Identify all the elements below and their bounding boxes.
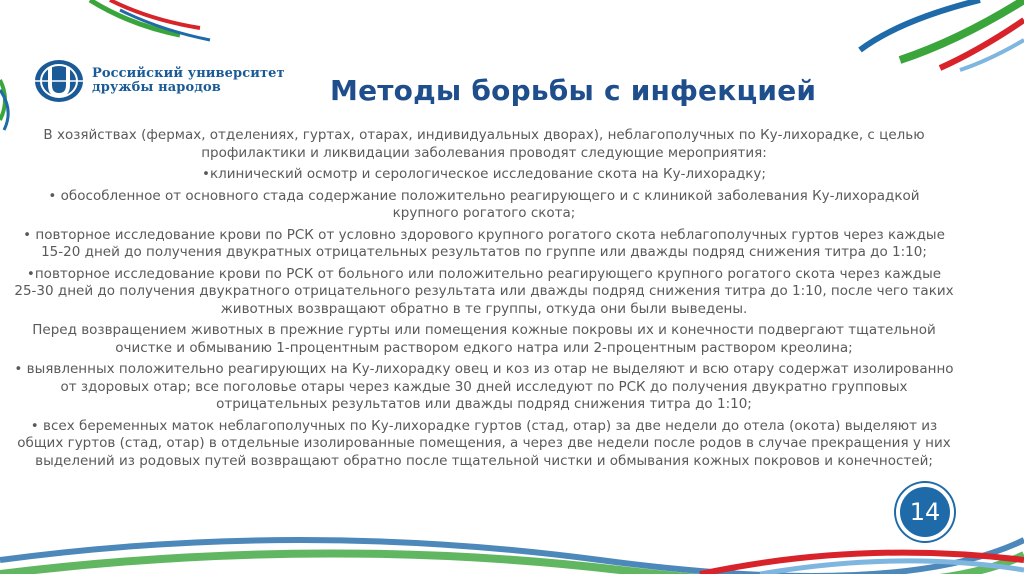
bullet-item: •повторное исследование крови по РСК от больного или положительно реагирующего крупного рогатого скота через каждые 25-30 дней до получения двукратного отрицательного результата или дважды подряд снижения титра до 1:10, после чего таких животных возвращают обратно в те группы, откуда они были выведены.: [14, 265, 954, 317]
globe-emblem-icon: [32, 57, 86, 105]
slide-body: [14, 127, 954, 474]
bullet-item: • всех беременных маток неблагополучных по Ку-лихорадке гуртов (стад, отар) за две недели до отела (окота) выделяют из общих гуртов (стад, отар) в отдельные изолированные помещения, а через две недели после родов в случае прекращения у них выделений из родовых путей возвращают обратно после тщательной чистки и обмывания кожных покровов и конечностей;: [17, 417, 951, 469]
logo-line-2: дружбы народов: [92, 80, 221, 95]
university-logo: [32, 56, 302, 106]
page-number-badge: 14: [896, 483, 954, 541]
slide-title: Методы борьбы с инфекцией: [330, 74, 817, 107]
left-stripes: [0, 80, 8, 130]
logo-line-1: Российский университет: [92, 66, 285, 81]
paragraph: Перед возвращением животных в прежние гурты или помещения кожные покровы их и конечности подвергают тщательной очистке и обмыванию 1-процентным раствором едкого натра или 2-процентным раствором креолина;: [32, 322, 936, 356]
bullet-item: •клинический осмотр и серологическое исследование скота на Ку-лихорадку;: [202, 166, 766, 182]
top-right-stripes: [860, 0, 1024, 70]
paragraph: В хозяйствах (фермах, отделениях, гуртах, отарах, индивидуальных дворах), неблагополучных по Ку-лихорадке, с целью профилактики и ликвидации заболевания проводят следующие мероприятия:: [43, 127, 925, 161]
bullet-item: • повторное исследование крови по РСК от условно здорового крупного рогатого скота неблагополучных гуртов через каждые 15-20 дней до получения двукратных отрицательных результатов по группе или дважды подряд снижения титра до 1:10;: [23, 226, 945, 260]
top-left-stripes: [90, 0, 210, 40]
bottom-stripes: [0, 540, 1024, 574]
bullet-item: • обособленное от основного стада содержание положительно реагирующего и с клиникой заболевания Ку-лихорадкой крупного рогатого скота;: [48, 187, 920, 221]
bullet-item: • выявленных положительно реагирующих на Ку-лихорадку овец и коз из отар не выделяют и всю отару содержат изолированно от здоровых отар; все поголовье отары через каждые 30 дней исследуют по РСК до получения двукратно групповых отрицательных результатов или дважды подряд снижения титра до 1:10;: [14, 361, 954, 412]
logo-text: [92, 67, 285, 95]
